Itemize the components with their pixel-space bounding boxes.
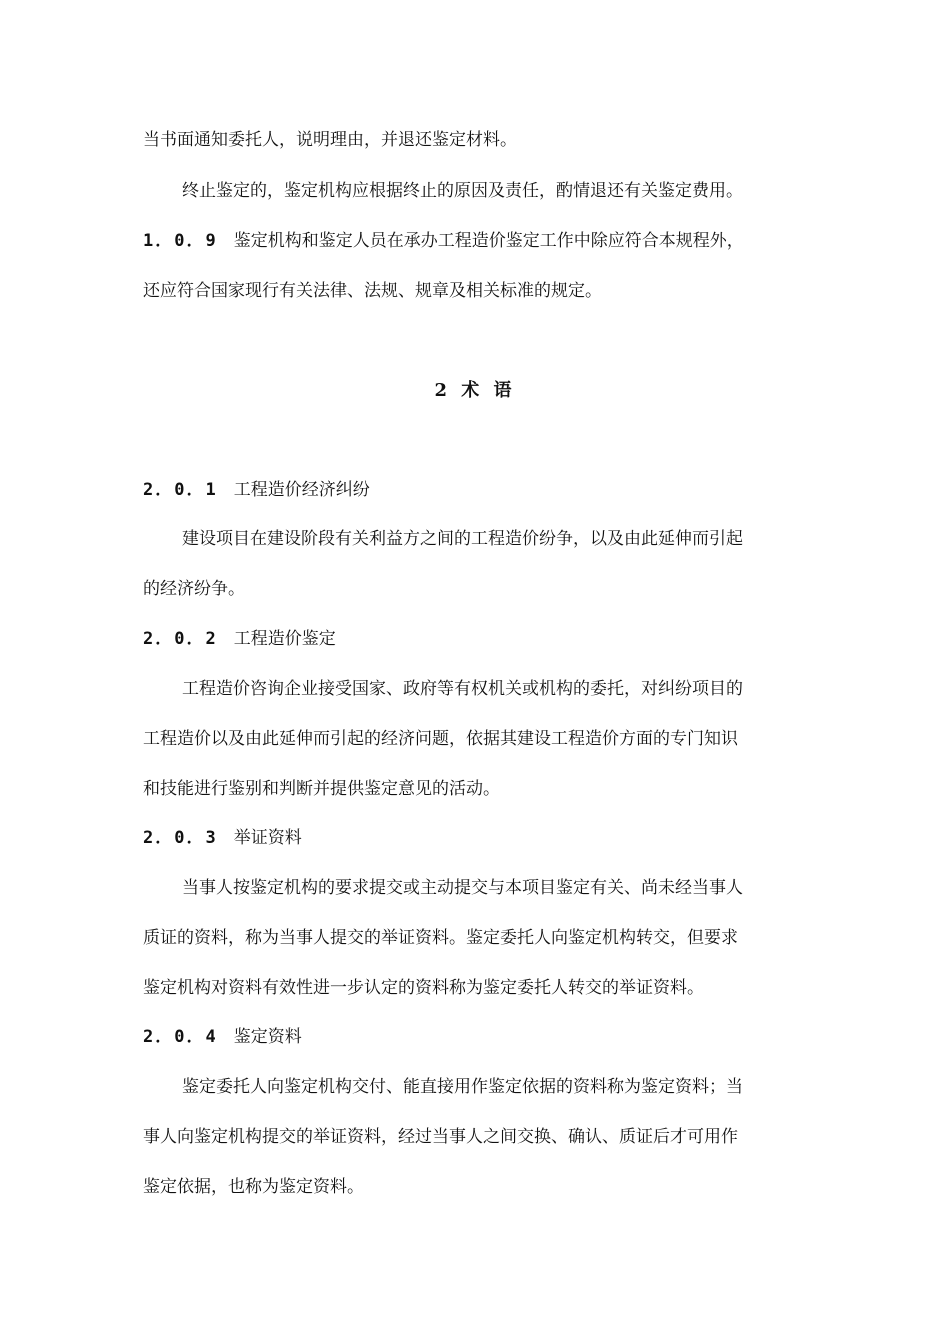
clause-number: 2．0．1 — [143, 480, 218, 500]
clause-1-0-9-first-line — [143, 229, 813, 253]
clause-title: 工程造价经济纠纷 — [233, 480, 370, 500]
paragraph-line: 终止鉴定的，鉴定机构应根据终止的原因及责任，酌情退还有关鉴定费用。 — [182, 181, 743, 201]
clause-title: 鉴定资料 — [233, 1027, 302, 1047]
paragraph-line: 当事人按鉴定机构的要求提交或主动提交与本项目鉴定有关、尚未经当事人 — [182, 878, 743, 898]
paragraph-line: 建设项目在建设阶段有关利益方之间的工程造价纷争，以及由此延伸而引起 — [182, 529, 743, 549]
paragraph-line: 还应符合国家现行有关法律、法规、规章及相关标准的规定。 — [143, 281, 602, 301]
clause-text: 鉴定机构和鉴定人员在承办工程造价鉴定工作中除应符合本规程外， — [233, 231, 744, 251]
chapter-heading: 2 术 语 — [434, 380, 516, 401]
paragraph-line: 工程造价以及由此延伸而引起的经济问题，依据其建设工程造价方面的专门知识 — [143, 729, 738, 749]
paragraph-line: 当书面通知委托人，说明理由，并退还鉴定材料。 — [143, 130, 517, 150]
paragraph-line: 的经济纷争。 — [143, 579, 245, 599]
clause-2-0-4-heading — [143, 1025, 813, 1049]
clause-number: 1．0．9 — [143, 231, 218, 251]
clause-title: 工程造价鉴定 — [233, 629, 336, 649]
clause-2-0-1-heading — [143, 478, 813, 502]
clause-number: 2．0．2 — [143, 629, 218, 649]
paragraph-line: 鉴定依据，也称为鉴定资料。 — [143, 1177, 364, 1197]
clause-number: 2．0．3 — [143, 828, 218, 848]
paragraph-line: 和技能进行鉴别和判断并提供鉴定意见的活动。 — [143, 779, 500, 799]
paragraph-line: 工程造价咨询企业接受国家、政府等有权机关或机构的委托，对纠纷项目的 — [182, 679, 743, 699]
clause-number: 2．0．4 — [143, 1027, 218, 1047]
paragraph-line: 鉴定机构对资料有效性进一步认定的资料称为鉴定委托人转交的举证资料。 — [143, 978, 704, 998]
paragraph-line: 质证的资料，称为当事人提交的举证资料。鉴定委托人向鉴定机构转交，但要求 — [143, 928, 738, 948]
paragraph-line: 鉴定委托人向鉴定机构交付、能直接用作鉴定依据的资料称为鉴定资料；当 — [182, 1077, 743, 1097]
clause-2-0-3-heading — [143, 826, 813, 850]
paragraph-line: 事人向鉴定机构提交的举证资料，经过当事人之间交换、确认、质证后才可用作 — [143, 1127, 738, 1147]
clause-title: 举证资料 — [233, 828, 302, 848]
clause-2-0-2-heading — [143, 627, 813, 651]
